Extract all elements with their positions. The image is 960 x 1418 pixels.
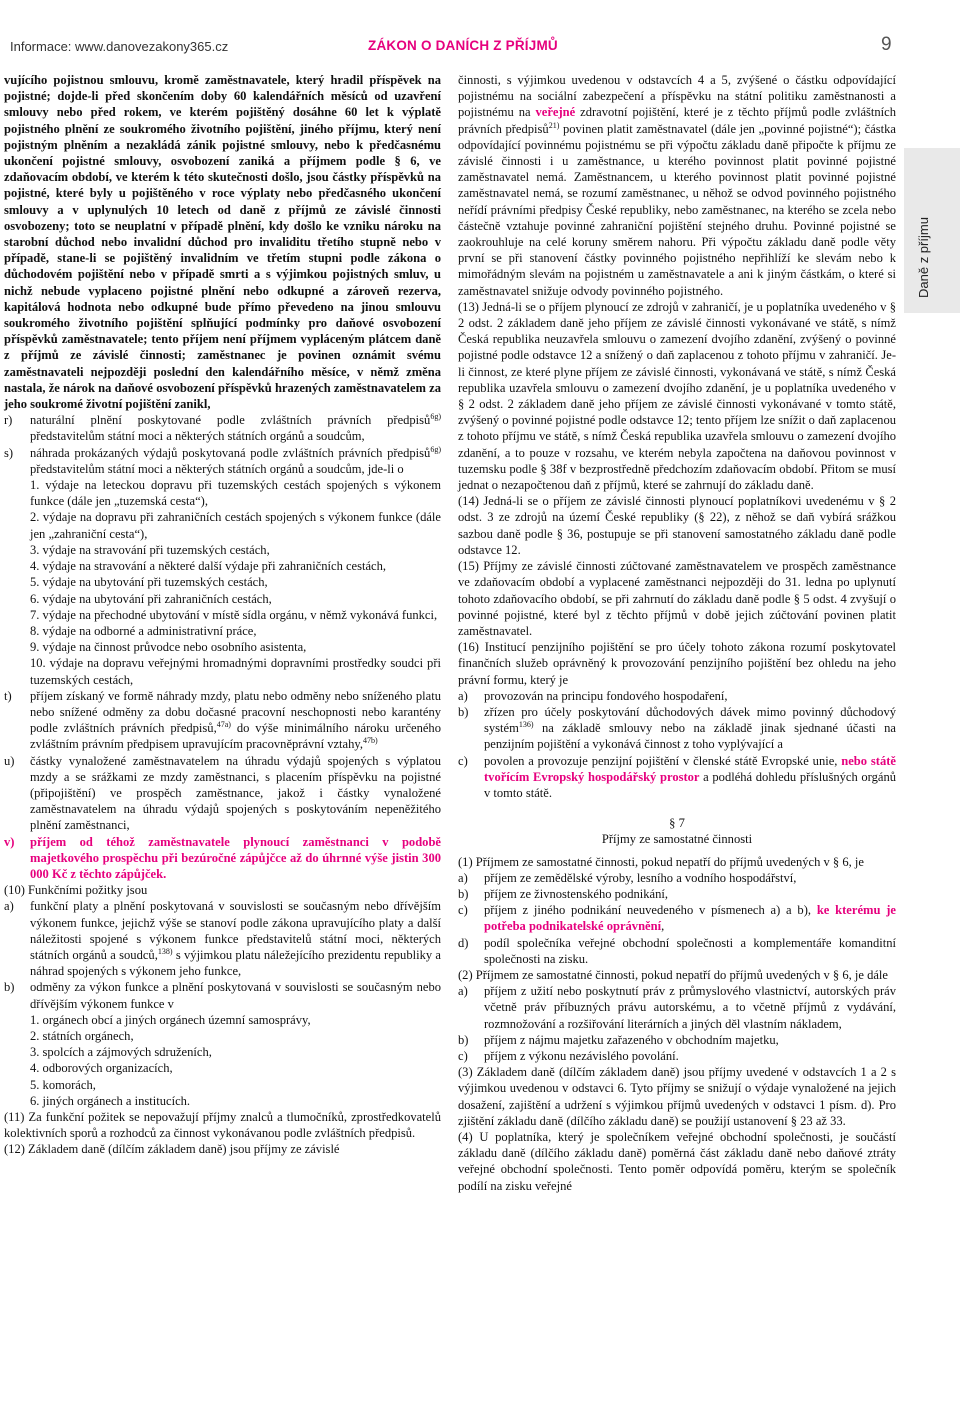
item-label: r) [4, 413, 13, 428]
paragraph-13: (13) Jedná-li se o příjem plynoucí ze zdrojů v zahraničí, je u poplatníka uvedeného v § 2 odst. 2 základem daně jeho příjem ze závislé činnosti vykonávané ve státě, s nímž Česká republika neuzavřela smlouvu o zamezení dvojího zdanění, zvýšený o povinné pojistné podle odstavce 12 a snížený o daň zaplacenou z tohoto příjmu v zahraničí. Je-li činnost, ze které plyne příjem ze závislé činnosti, vykonávaná ve státě, s nímž Česká republika uzavřela smlouvu o zamezení dvojího zdanění, je u poplatníka uvedeného v § 2 odst. 2 základem daně jeho příjem ze závislé činnosti vykonávané v tomto státě, zvýšený o povinné pojistné podle odstavce 12; tento příjem lze snížit o daň zaplacenou z tohoto příjmu ve státě, s nímž Česká republika uzavřela smlouvu o zamezení dvojího zdanění, a to pouze v rozsahu, ve kterém nebyla započtena na daňovou povinnost v tuzemsku podle § 38f v bezprostředně předchozím zdaňovacím období. Přitom se musí jednat o nezapočtenou daň z příjmů, které se zahrnují do základu daně. [458, 299, 896, 493]
item-u [4, 753, 441, 834]
paragraph-10: (10) Funkčními požitky jsou [4, 883, 148, 898]
item-text: náhrada prokázaných výdajů poskytovaná podle zvláštních právních předpisů [30, 445, 431, 460]
item-b [458, 886, 896, 902]
s7-paragraph-2: (2) Příjmem ze samostatné činnosti, pokud nepatří do příjmů uvedených v § 6, je dále [458, 967, 888, 982]
s7-paragraph-3: (3) Základem daně (dílčím základem daně) jsou příjmy uvedené v odstavcích 1 a 2 s výjimkou uvedenou v odstavci 6. Tyto příjmy se snižují o výdaje vynaložené na jejich dosažení, zajištění a udržení s výjimkou příjmů uvedených v odstavci 1 písm. d). Pro zjištění základu daně (dílčího základu daně) se použijí ustanovení § 23 až 33. [458, 1065, 896, 1128]
left-column [4, 72, 441, 1158]
paragraph-16: (16) Institucí penzijního pojištění se pro účely tohoto zákona rozumí poskytovatel finančních služeb oprávněný k provozování penzijního pojištění bez ohledu na jeho právní formu, který je [458, 640, 896, 687]
highlight-text: ke kterému je potřeba podnikatelské oprávnění [484, 903, 896, 934]
item-a [458, 688, 896, 704]
item-r [4, 412, 441, 444]
sub-item: 9. výdaje na činnost průvodce nebo osobního asistenta, [30, 640, 307, 655]
sub-item: 6. jiných orgánech a institucích. [30, 1093, 191, 1108]
right-column [458, 72, 896, 1194]
footnote-ref: 6g) [430, 412, 441, 422]
continued-paragraph [458, 72, 896, 299]
side-tab [904, 148, 960, 313]
item-label: c) [458, 903, 468, 918]
item-text: příjem z užití nebo poskytnutí práv z průmyslového vlastnictví, autorských práv včetně práv příbuzných právu autorskému, a to včetně příjmů z vydávání, rozmnožování a rozšiřování literárních a jiných děl vlastním nákladem, [484, 984, 896, 1031]
item-text: příjem z jiného podnikání neuvedeného v písmenech a) a b), [484, 903, 817, 918]
text: povinen platit zaměstnavatel (dále jen „povinné pojistné“); částka odpovídající povinnému pojistnému se při výpočtu základu daně připočte k příjmu ze závislé činnosti i u zaměstnance, u kterého povinnost platit povinné pojistné zaměstnavatel nemá. Zaměstnancem, u kterého povinnost platit povinné pojistné zaměstnavatel nemá, se rozumí zaměstnanec, u něhož se odvod povinného pojistného neřídí právními předpisy České republiky, nebo zaměstnanec, na kterého se zcela nebo částečně vztahuje povinné zahraniční pojištění stejného druhu. Povinné pojistné se zaokrouhluje na celé koruny směrem nahoru. Při výpočtu základu daně podle věty první se při stanovení částky povinného pojistného nepřihlíží ke slevám nebo k mimořádným slevám na pojistném u zaměstnavatele a ani k jiným částkám, o které si zaměstnavatel snižuje odvody povinného pojistného. [458, 121, 896, 298]
footnote-ref: 138) [157, 946, 173, 956]
sub-item: 7. výdaje na přechodné ubytování v místě sídla orgánu, v němž vykonává funkci, [30, 607, 438, 622]
highlight-text: veřejné [535, 105, 576, 120]
sub-item: 10. výdaje na dopravu veřejnými hromadnými dopravními prostředky soudci při tuzemských cestách, [30, 656, 441, 687]
item-a [4, 898, 441, 979]
sub-item: 5. komorách, [30, 1077, 96, 1092]
highlight-text: nebo státě tvořícím Evropský hospodářský prostor [484, 753, 896, 784]
item-text: s výjimkou platu náležejícího prezidentu republiky a náhrad spojených s výkonem jeho funkce, [30, 947, 441, 979]
side-tab-label: Daně z příjmu [916, 217, 931, 298]
item-text: do výše minimálního nároku určeného zvláštním právním předpisem upravujícím pracovněprávní vztahy, [30, 721, 441, 752]
item-text: funkční platy a plnění poskytovaná v souvislosti se současným nebo dřívějším výkonem funkce, jejichž výše se stanoví podle zákona upravujícího platy a další náležitosti spojené s výkonem funkce představitelů státní moci, některých státních orgánů a soudců, [30, 899, 441, 962]
s7-paragraph-1: (1) Příjmem ze samostatné činnosti, pokud nepatří do příjmů uvedených v § 6, je [458, 854, 864, 869]
page-header [0, 0, 960, 64]
item-a [458, 983, 896, 1032]
sub-item: 1. orgánech obcí a jiných orgánech územní samosprávy, [30, 1012, 311, 1027]
item-b [458, 704, 896, 753]
item-label: b) [458, 704, 469, 719]
item-t [4, 688, 441, 753]
item-text: provozován na principu fondového hospodaření, [484, 688, 728, 703]
item-label: c) [458, 1048, 468, 1063]
paragraph-14: (14) Jedná-li se o příjem ze závislé činnosti plynoucí poplatníkovi uvedenému v § 2 odst. 3 ze zdrojů na území České republiky (§ 22), z něhož se daň vybírá srážkou sazbou daně podle § 36, postupuje se při stanovení samostatného základu daně podle odstavce 12. [458, 494, 896, 557]
item-text: naturální plnění poskytované podle zvláštních právních předpisů [30, 413, 431, 428]
paragraph-15: (15) Příjmy ze závislé činnosti zúčtované zaměstnavatelem ve prospěch zaměstnance ve zdaňovacím období a vyplacené zaměstnanci nejpozději do 31. ledna po uplynutí tohoto zdaňovacího období, se při zahrnutí do základu daně podle § 5 odst. 4 zvyšují o povinné pojistné, které byl z těchto příjmů v době jejich zúčtování povinen platit zaměstnavatel. [458, 559, 896, 638]
item-label: b) [458, 886, 469, 901]
item-b [4, 979, 441, 1011]
item-text: představitelům státní moci a některých státních orgánů a soudcům, [30, 429, 365, 444]
source-line: Informace: www.danovezakony365.cz [10, 39, 229, 54]
item-label: c) [458, 753, 468, 768]
footnote-ref: 6g) [430, 444, 441, 454]
item-text: příjem z nájmu majetku zařazeného v obchodním majetku, [484, 1032, 779, 1047]
section-title: Příjmy ze samostatné činnosti [601, 832, 753, 847]
section-number: § 7 [669, 816, 685, 831]
item-text: příjem z výkonu nezávislého povolání. [484, 1048, 679, 1063]
item-label: v) [4, 834, 15, 849]
item-label: b) [458, 1032, 469, 1047]
paragraph-12: (12) Základem daně (dílčím základem daně) jsou příjmy ze závislé [4, 1142, 340, 1157]
running-title: ZÁKON O DANÍCH Z PŘÍJMŮ [368, 38, 558, 53]
item-c [458, 902, 896, 934]
page-number: 9 [881, 34, 892, 55]
item-a [458, 870, 896, 886]
sub-item: 3. spolcích a zájmových sdruženích, [30, 1045, 212, 1060]
item-text-highlight: příjem od téhož zaměstnavatele plynoucí zaměstnanci v podobě majetkového prospěchu při bezúročné zápůjčce až do úhrnné výše jistin 300 000 Kč z těchto zápůjček. [30, 834, 441, 881]
text: zdravotní pojištění, které je z těchto příjmů podle zvláštních právních předpisů [458, 105, 896, 136]
item-c [458, 753, 896, 802]
item-label: t) [4, 688, 12, 703]
item-c [458, 1048, 896, 1064]
spacer [458, 801, 896, 807]
sub-item: 3. výdaje na stravování při tuzemských cestách, [30, 542, 270, 557]
footnote-ref: 136) [518, 719, 534, 729]
paragraph-11: (11) Za funkční požitek se nepovažují příjmy znalců a tlumočníků, zprostředkovatelů kolektivních sporů a rozhodců za činnost vykonávanou podle zvláštních předpisů. [4, 1110, 441, 1141]
item-label: a) [458, 688, 468, 703]
s7-paragraph-4: (4) U poplatníka, který je společníkem veřejné obchodní společnosti, je součástí základu daně (dílčího základu daně) poměrná část základu daně nebo daňové ztráty veřejné obchodní společnosti. Tento poměr odpovídá poměru, kterým se společník podílí na zisku veřejné [458, 1130, 896, 1193]
sub-item: 1. výdaje na leteckou dopravu při tuzemských cestách spojených s výkonem funkce (dále jen „tuzemská cesta“), [30, 478, 441, 509]
sub-item: 6. výdaje na ubytování při zahraničních cestách, [30, 591, 272, 606]
item-text: na základě smlouvy nebo na základě jinak sjednané účasti na penzijním pojištění a vykonává činnost z toho vyplývající a [484, 721, 896, 752]
item-text: a podléhá dohledu příslušných orgánů v tomto státě. [484, 769, 897, 800]
item-text: částky vynaložené zaměstnavatelem na úhradu výdajů spojených s výplatou mzdy a se srážkami ze mzdy zaměstnanci, s placením příspěvku na pojistné (připojištění) ve prospěch zaměstnance, jakož i částky vynaložené zaměstnavatelem na úhradu výdajů spojených s poskytováním nepeněžitého plnění zaměstnanci, [30, 753, 441, 833]
text: činnosti, s výjimkou uvedenou v odstavcích 4 a 5, zvýšené o částku odpovídající pojistnému na sociální zabezpečení a příspěvku na státní politiku zaměstnanosti a pojistnému na [458, 73, 896, 120]
sub-item: 5. výdaje na ubytování při tuzemských cestách, [30, 575, 268, 590]
item-label: a) [4, 899, 14, 914]
sub-item: 8. výdaje na odborné a administrativní práce, [30, 623, 257, 638]
item-label: b) [4, 980, 15, 995]
item-label: a) [458, 984, 468, 999]
item-text: příjem ze živnostenského podnikání, [484, 886, 668, 901]
footnote-ref: 47b) [362, 736, 378, 746]
item-label: u) [4, 753, 15, 768]
item-text: povolen a provozuje penzijní pojištění v členské státě Evropské unie, [484, 753, 842, 768]
item-text: zřízen pro účely poskytování důchodových dávek mimo povinný důchodový systém [484, 704, 896, 736]
item-text: , [661, 919, 665, 934]
continued-paragraph: vujícího pojistnou smlouvu, kromě zaměstnavatele, který hradil příspěvek na pojistné; dojde-li před skončením doby 60 kalendářních měsíců od uzavření smlouvy nebo před rokem, ve kterém pojištěný dosáhne 60 let k výplatě pojistného plnění ze soukromého životního pojištění, jiného příjmu, který není pojistným plněním a nezakládá zánik pojistné smlouvy, nebo k předčasnému ukončení pojistné smlouvy, osvobození zaniká a příjmem podle § 6, ve zdaňovacím období, ve kterém k této skutečnosti došlo, jsou částky příspěvků na pojistné, které byly u pojištěného v roce výplaty nebo předčasného ukončení smlouvy a v uplynulých 10 letech od daně z příjmů ze závislé činnosti osvobozeny; toto se neuplatní v případě plnění, kdy došlo ke vzniku nároku na starobní důchod nebo invalidní důchod pro invaliditu třetího stupně nebo v případě, stane-li se pojištěný invalidním ve třetím stupni podle zákona o důchodovém pojištění nebo v případě smrti a s výjimkou pojistných smluv, u nichž nebude vyplaceno pojistné plnění nebo odkupné a zároveň rezerva, kapitálová hodnota nebo odkupné bude přímo převedeno na jinou smlouvu soukromého životního pojištění splňující podmínky pro daňové osvobození příspěvků zaměstnavatele; tento příjem není příjmem vypláceným plátcem daně z příjmů ze závislé činnosti; zaměstnanec je povinen oznámit svému zaměstnavateli nejpozději poslední den kalendářního měsíce, v němž změna nastala, že nárok na daňové osvobození příspěvků hrazených zaměstnavatelem za jeho soukromé životní pojištění zanikl, [4, 73, 441, 412]
item-s [4, 445, 441, 477]
item-label: a) [458, 870, 468, 885]
footnote-ref: 21) [548, 120, 560, 130]
footnote-ref: 47a) [216, 719, 231, 729]
item-text: příjem získaný ve formě náhrady mzdy, platu nebo odměny nebo sníženého platu nebo snížené odměny za dobu dočasné pracovní neschopnosti nebo karantény podle zvláštních právních předpisů, [30, 688, 441, 736]
sub-item: 2. státních orgánech, [30, 1028, 134, 1043]
item-text: představitelům státní moci a některých státních orgánů a soudcům, jde-li o [30, 461, 404, 476]
item-b [458, 1032, 896, 1048]
sub-item: 4. odborových organizacích, [30, 1061, 173, 1076]
item-d [458, 935, 896, 967]
item-text: příjem ze zemědělské výroby, lesního a vodního hospodářství, [484, 870, 797, 885]
item-text: odměny za výkon funkce a plnění poskytovaná v souvislosti se současným nebo dřívějším výkonem funkce v [30, 980, 441, 1011]
item-label: s) [4, 445, 14, 460]
item-v [4, 834, 441, 883]
item-text: podíl společníka veřejné obchodní společnosti a komplementáře komanditní společnosti na zisku. [484, 935, 896, 966]
item-label: d) [458, 935, 469, 950]
sub-item: 4. výdaje na stravování a některé další výdaje při zahraničních cestách, [30, 559, 387, 574]
sub-item: 2. výdaje na dopravu při zahraničních cestách spojených s výkonem funkce (dále jen „zahraniční cesta“), [30, 510, 441, 541]
